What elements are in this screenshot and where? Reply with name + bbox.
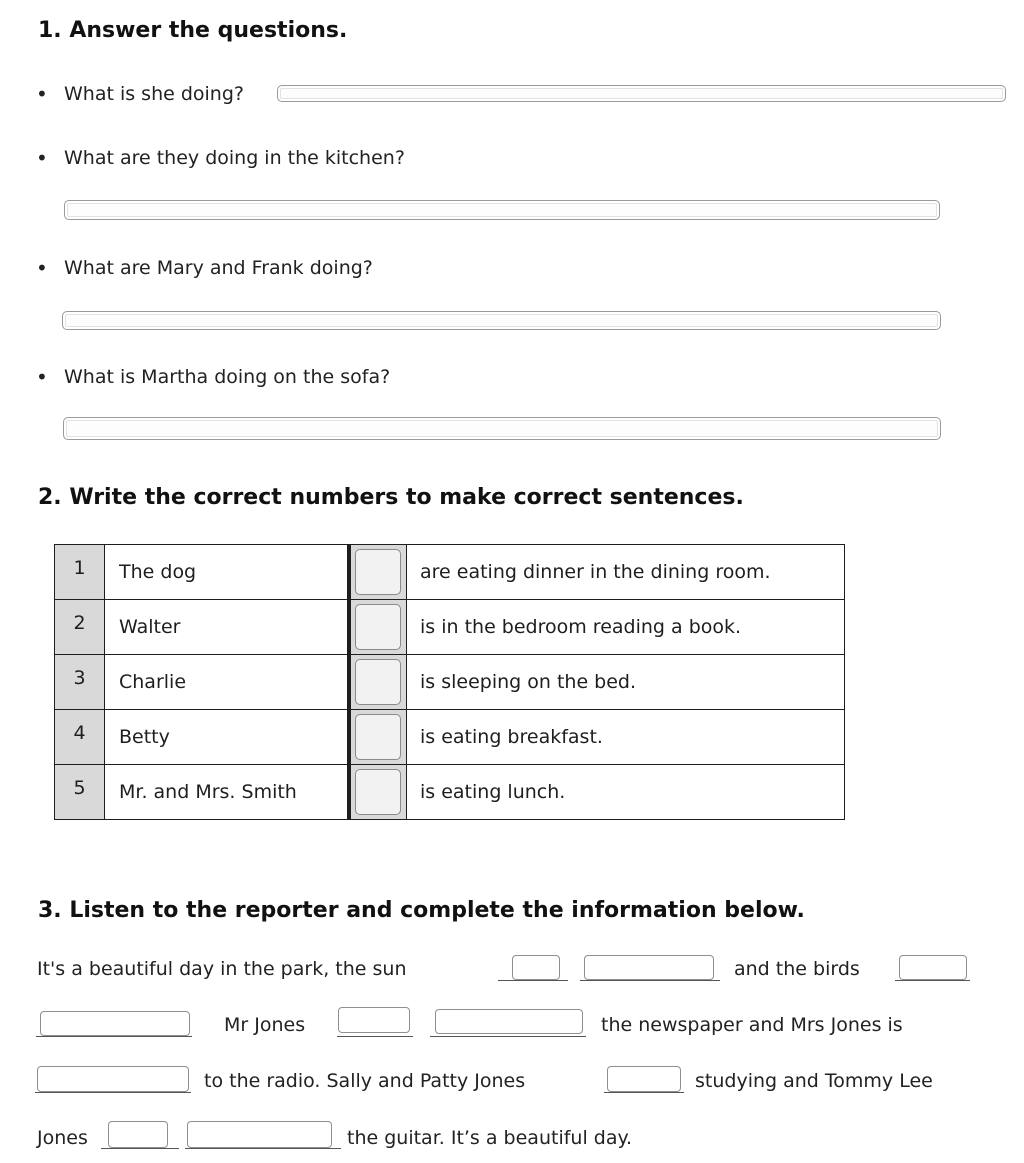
answer-input-3[interactable] <box>62 311 941 330</box>
number-input-2[interactable] <box>355 604 401 650</box>
number-answer-cell <box>349 710 407 765</box>
table-row <box>55 655 845 710</box>
table-row <box>55 600 845 655</box>
blank-underline <box>498 980 568 981</box>
answer-input-1[interactable] <box>277 85 1006 102</box>
blank-input[interactable] <box>108 1121 168 1148</box>
number-input-4[interactable] <box>355 714 401 760</box>
row-predicate: is eating lunch. <box>407 765 845 820</box>
blank-underline <box>580 980 720 981</box>
blank-input[interactable] <box>584 955 714 980</box>
cloze-text: It's a beautiful day in the park, the sun <box>37 958 407 980</box>
number-answer-cell <box>349 655 407 710</box>
question-2: What are they doing in the kitchen? <box>64 147 405 169</box>
blank-input[interactable] <box>40 1011 190 1036</box>
blank-input[interactable] <box>899 955 967 980</box>
blank-underline <box>185 1148 341 1149</box>
row-predicate: are eating dinner in the dining room. <box>407 545 845 600</box>
number-input-5[interactable] <box>355 769 401 815</box>
blank-underline <box>35 1092 191 1093</box>
row-subject: Mr. and Mrs. Smith <box>105 765 349 820</box>
number-answer-cell <box>349 600 407 655</box>
section1-heading: 1. Answer the questions. <box>38 18 348 43</box>
blank-underline <box>604 1092 684 1093</box>
row-number: 5 <box>55 765 105 820</box>
blank-input[interactable] <box>512 955 560 980</box>
cloze-text: studying and Tommy Lee <box>695 1070 933 1092</box>
question-3: What are Mary and Frank doing? <box>64 257 373 279</box>
cloze-text: the newspaper and Mrs Jones is <box>601 1014 903 1036</box>
blank-input[interactable] <box>37 1066 189 1092</box>
blank-input[interactable] <box>187 1121 332 1148</box>
blank-underline <box>337 1036 413 1037</box>
cloze-text: Jones <box>37 1127 88 1149</box>
cloze-text: Mr Jones <box>224 1014 306 1036</box>
table-row <box>55 545 845 600</box>
section3-heading: 3. Listen to the reporter and complete the information below. <box>38 898 805 923</box>
row-predicate: is eating breakfast. <box>407 710 845 765</box>
row-predicate: is in the bedroom reading a book. <box>407 600 845 655</box>
blank-input[interactable] <box>338 1007 410 1033</box>
bullet: • <box>36 365 48 389</box>
blank-underline <box>430 1036 586 1037</box>
bullet: • <box>36 256 48 280</box>
row-subject: Betty <box>105 710 349 765</box>
table-row <box>55 765 845 820</box>
matching-table <box>54 544 845 820</box>
number-answer-cell <box>349 545 407 600</box>
number-answer-cell <box>349 765 407 820</box>
number-input-1[interactable] <box>355 549 401 595</box>
table-row <box>55 710 845 765</box>
cloze-text: the guitar. It’s a beautiful day. <box>347 1127 633 1149</box>
question-1: What is she doing? <box>64 83 244 105</box>
blank-underline <box>895 980 970 981</box>
bullet: • <box>36 82 48 106</box>
section2-heading: 2. Write the correct numbers to make correct sentences. <box>38 485 744 510</box>
question-4: What is Martha doing on the sofa? <box>64 366 391 388</box>
row-subject: Charlie <box>105 655 349 710</box>
row-predicate: is sleeping on the bed. <box>407 655 845 710</box>
answer-input-2[interactable] <box>64 200 940 220</box>
bullet: • <box>36 146 48 170</box>
row-subject: Walter <box>105 600 349 655</box>
blank-input[interactable] <box>435 1009 583 1034</box>
blank-underline <box>101 1148 179 1149</box>
answer-input-4[interactable] <box>63 417 941 440</box>
row-number: 4 <box>55 710 105 765</box>
row-subject: The dog <box>105 545 349 600</box>
cloze-text: and the birds <box>734 958 860 980</box>
row-number: 1 <box>55 545 105 600</box>
blank-underline <box>36 1036 192 1037</box>
row-number: 3 <box>55 655 105 710</box>
number-input-3[interactable] <box>355 659 401 705</box>
blank-input[interactable] <box>607 1066 681 1092</box>
row-number: 2 <box>55 600 105 655</box>
cloze-text: to the radio. Sally and Patty Jones <box>204 1070 526 1092</box>
